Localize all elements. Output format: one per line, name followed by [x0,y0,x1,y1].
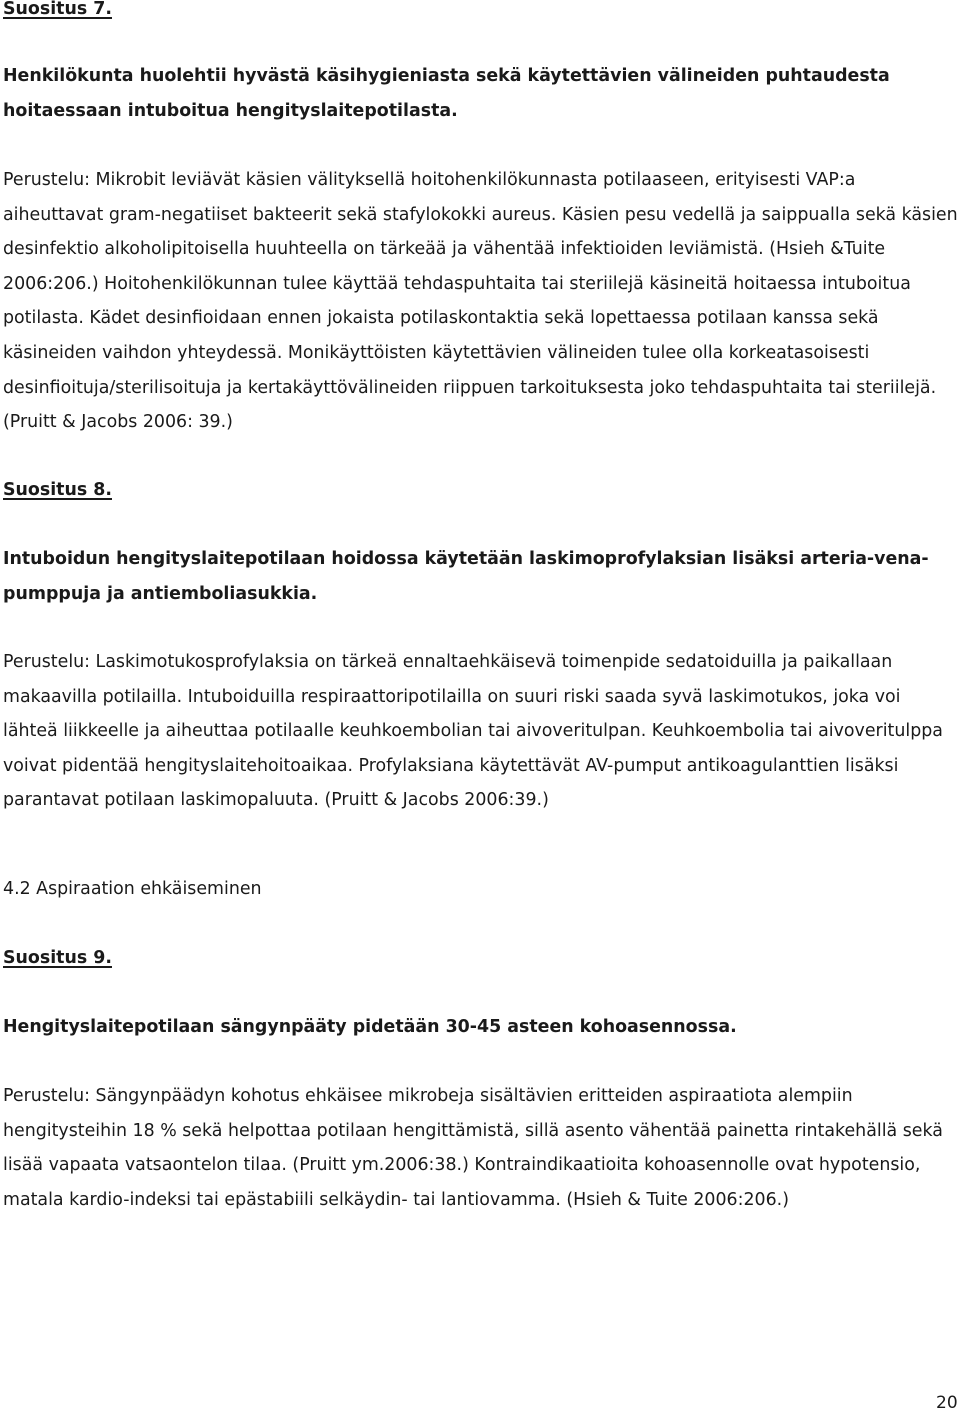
recommendation-7-heading: Suositus 7. [3,0,112,19]
section-title: 4.2 Aspiraation ehkäiseminen [3,879,262,899]
recommendation-8-statement: Intuboidun hengityslaitepotilaan hoidossa käytetään laskimoprofylaksian lisäksi arteria-vena-pumppuja ja antiemboliasukkia. [3,549,929,604]
recommendation-9-statement: Hengityslaitepotilaan sängynpääty pidetään 30-45 asteen kohoasennossa. [3,1017,737,1037]
recommendation-7-statement: Henkilökunta huolehtii hyvästä käsihygieniasta sekä käytettävien välineiden puhtaudesta hoitaessaan intuboitua hengityslaitepotilasta. [3,66,890,121]
recommendation-7-rationale: Perustelu: Mikrobit leviävät käsien välityksellä hoitohenkilökunnasta potilaaseen, erityisesti VAP:a aiheuttavat gram-negatiiset bakteerit sekä stafylokokki aureus. Käsien pesu vedellä ja saippualla sekä käsien desinfektio alkoholipitoisella huuhteella on tärkeää ja vähentää infektioiden leviämistä. (Hsieh &Tuite 2006:206.) Hoitohenkilökunnan tulee käyttää tehdaspuhtaita tai steriilejä käsineitä hoitaessa intuboitua potilasta. Kädet desinfioidaan ennen jokaista potilaskontaktia sekä lopettaessa potilaan kanssa sekä käsineiden vaihdon yhteydessä. Monikäyttöisten käytettävien välineiden tulee olla korkeatasoisesti desinfioituja/sterilisoituja ja kertakäyttövälineiden riippuen tarkoituksesta joko tehdaspuhtaita tai steriilejä. (Pruitt & Jacobs 2006: 39.) [3,170,958,433]
recommendation-9-rationale: Perustelu: Sängynpäädyn kohotus ehkäisee mikrobeja sisältävien eritteiden aspiraatiota alempiin hengitysteihin 18 % sekä helpottaa potilaan hengittämistä, sillä asento vähentää painetta rintakehällä sekä lisää vapaata vatsaontelon tilaa. (Pruitt ym.2006:38.) Kontraindikaatioita kohoasennolle ovat hypotensio, matala kardio-indeksi tai epästabiili selkäydin- tai lantiovamma. (Hsieh & Tuite 2006:206.) [3,1086,943,1210]
recommendation-8-heading: Suositus 8. [3,480,112,500]
recommendation-8-rationale: Perustelu: Laskimotukosprofylaksia on tärkeä ennaltaehkäisevä toimenpide sedatoiduilla ja paikallaan makaavilla potilailla. Intuboiduilla respiraattoripotilailla on suuri riski saada syvä laskimotukos, joka voi lähteä liikkeelle ja aiheuttaa potilaalle keuhkoembolian tai aivoveritulpan. Keuhkoembolia tai aivoveritulppa voivat pidentää hengityslaitehoitoaikaa. Profylaksiana käytettävät AV-pumput antikoagulanttien lisäksi parantavat potilaan laskimopaluuta. (Pruitt & Jacobs 2006:39.) [3,652,943,811]
recommendation-9-heading: Suositus 9. [3,948,112,968]
page-number: 20 [936,1393,958,1413]
